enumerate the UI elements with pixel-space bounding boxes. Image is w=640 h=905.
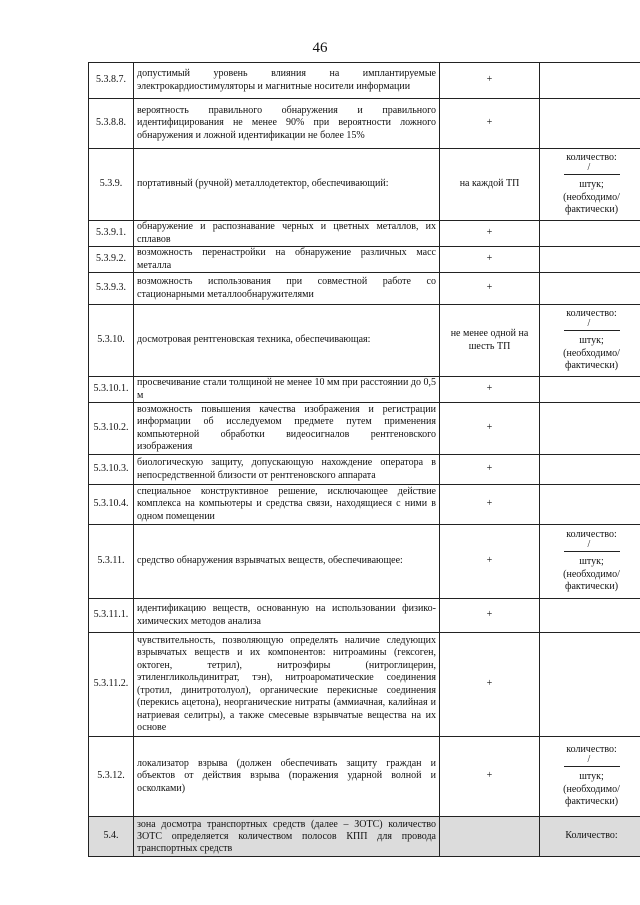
row-number: 5.3.10.2.: [89, 403, 134, 455]
table-row: [89, 817, 640, 857]
row-requirement: +: [440, 247, 540, 273]
row-number: 5.3.12.: [89, 737, 134, 817]
row-description: вероятность правильного обнаружения и правильного идентифицирования не менее 90% при вероятности ложного обнаружения и ложной идентификации не более 15%: [134, 99, 440, 149]
quantity-note: (необходимо/: [563, 568, 620, 580]
row-requirement: +: [440, 599, 540, 633]
row-fact-cell: [540, 247, 640, 273]
row-number: 5.3.9.3.: [89, 273, 134, 305]
quantity-unit: штук;: [579, 771, 604, 783]
table-row: [89, 737, 640, 817]
row-requirement: на каждой ТП: [440, 149, 540, 221]
quantity-note-end: фактически): [564, 204, 619, 216]
row-requirement: +: [440, 633, 540, 737]
row-description: досмотровая рентгеновская техника, обеспечивающая:: [134, 305, 440, 377]
row-fact-cell: [540, 403, 640, 455]
row-description: биологическую защиту, допускающую нахождение оператора в непосредственной близости от рентгеновского аппарата: [134, 455, 440, 485]
quantity-slash: /: [587, 317, 591, 329]
quantity-note-end: фактически): [564, 796, 619, 808]
row-number: 5.3.10.4.: [89, 485, 134, 525]
quantity-blank: [564, 753, 620, 767]
quantity-blank: [564, 161, 620, 175]
row-number: 5.3.9.: [89, 149, 134, 221]
table-row: [89, 149, 640, 221]
quantity-slash: /: [587, 161, 591, 173]
quantity-note: (необходимо/: [563, 191, 620, 203]
table-row: [89, 599, 640, 633]
quantity-cell: [540, 305, 640, 377]
quantity-blank: [564, 538, 620, 552]
table-row: [89, 63, 640, 99]
quantity-blank: [564, 317, 620, 331]
table-row: [89, 221, 640, 247]
row-number: 5.3.8.8.: [89, 99, 134, 149]
quantity-cell: [540, 737, 640, 817]
requirements-table: [88, 62, 640, 857]
row-requirement: +: [440, 63, 540, 99]
quantity-unit: штук;: [579, 556, 604, 568]
row-fact-cell: [540, 273, 640, 305]
row-number: 5.3.10.3.: [89, 455, 134, 485]
row-requirement: +: [440, 273, 540, 305]
quantity-slash: /: [587, 753, 591, 765]
row-description: зона досмотра транспортных средств (далее – ЗОТС) количество ЗОТС определяется количеством полосов КПП для провода транспортных средств: [134, 817, 440, 857]
row-fact-cell: [540, 485, 640, 525]
row-number: 5.3.10.: [89, 305, 134, 377]
page-number: 46: [312, 40, 328, 56]
row-fact-cell: Количество:: [540, 817, 640, 857]
row-number: 5.3.11.1.: [89, 599, 134, 633]
row-fact-cell: [540, 99, 640, 149]
row-fact-cell: [540, 63, 640, 99]
table-row: [89, 485, 640, 525]
row-requirement: +: [440, 455, 540, 485]
row-number: 5.3.9.2.: [89, 247, 134, 273]
row-requirement: +: [440, 99, 540, 149]
row-description: допустимый уровень влияния на имплантируемые электрокардиостимуляторы и магнитные носители информации: [134, 63, 440, 99]
row-description: просвечивание стали толщиной не менее 10 мм при расстоянии до 0,5 м: [134, 377, 440, 403]
row-requirement: +: [440, 403, 540, 455]
quantity-note-end: фактически): [564, 360, 619, 372]
row-description: возможность повышения качества изображения и регистрации информации об исследуемом предмете путем применения компьютерной обработки видеосигналов рентгеновского изображения: [134, 403, 440, 455]
quantity-label: количество:: [566, 744, 617, 756]
row-requirement: +: [440, 485, 540, 525]
row-number: 5.3.9.1.: [89, 221, 134, 247]
row-number: 5.4.: [89, 817, 134, 857]
row-number: 5.3.11.: [89, 525, 134, 599]
row-fact-cell: [540, 455, 640, 485]
table-row: [89, 305, 640, 377]
row-description: возможность перенастройки на обнаружение различных масс металла: [134, 247, 440, 273]
table-row: [89, 377, 640, 403]
quantity-note: (необходимо/: [563, 783, 620, 795]
row-description: специальное конструктивное решение, исключающее действие комплекса на компьютеры и средства связи, находящиеся с ними в одном помещении: [134, 485, 440, 525]
row-requirement: [440, 817, 540, 857]
quantity-label: количество:: [566, 152, 617, 164]
quantity-slash: /: [587, 538, 591, 550]
table-row: [89, 525, 640, 599]
row-number: 5.3.10.1.: [89, 377, 134, 403]
row-description: чувствительность, позволяющую определять наличие следующих взрывчатых веществ и их компонентов: нитроамины (гексоген, октоген, тетрил), нитроэфиры (нитроглицерин, этиленгликольдинитрат, тэн), нитроароматические соединения (тротил, динитротолуол), органические перекисные соединения (перекись ацетона), неорганические нитраты (аммиачная, калийная и натриевая селитры), а также смесевые взрывчатые вещества на их основе: [134, 633, 440, 737]
row-description: обнаружение и распознавание черных и цветных металлов, их сплавов: [134, 221, 440, 247]
row-requirement: +: [440, 525, 540, 599]
table-row: [89, 403, 640, 455]
row-fact-cell: [540, 377, 640, 403]
table-row: [89, 247, 640, 273]
row-fact-cell: [540, 599, 640, 633]
row-requirement: +: [440, 377, 540, 403]
row-number: 5.3.11.2.: [89, 633, 134, 737]
row-description: возможность использования при совместной работе со стационарными металлообнаружителями: [134, 273, 440, 305]
row-number: 5.3.8.7.: [89, 63, 134, 99]
row-description: средство обнаружения взрывчатых веществ, обеспечивающее:: [134, 525, 440, 599]
row-description: идентификацию веществ, основанную на использовании физико-химических методов анализа: [134, 599, 440, 633]
row-fact-cell: [540, 221, 640, 247]
row-requirement: +: [440, 221, 540, 247]
quantity-unit: штук;: [579, 179, 604, 191]
quantity-cell: [540, 149, 640, 221]
quantity-note-end: фактически): [564, 581, 619, 593]
row-requirement: +: [440, 737, 540, 817]
row-description: портативный (ручной) металлодетектор, обеспечивающий:: [134, 149, 440, 221]
quantity-unit: штук;: [579, 335, 604, 347]
table-row: [89, 99, 640, 149]
quantity-cell: [540, 525, 640, 599]
row-fact-cell: [540, 633, 640, 737]
table-row: [89, 633, 640, 737]
quantity-note: (необходимо/: [563, 347, 620, 359]
table-row: [89, 455, 640, 485]
quantity-label: количество:: [566, 529, 617, 541]
row-requirement: не менее одной на шесть ТП: [440, 305, 540, 377]
quantity-label: количество:: [566, 308, 617, 320]
table-row: [89, 273, 640, 305]
row-description: локализатор взрыва (должен обеспечивать защиту граждан и объектов от действия взрыва (поражения ударной волной и осколками): [134, 737, 440, 817]
